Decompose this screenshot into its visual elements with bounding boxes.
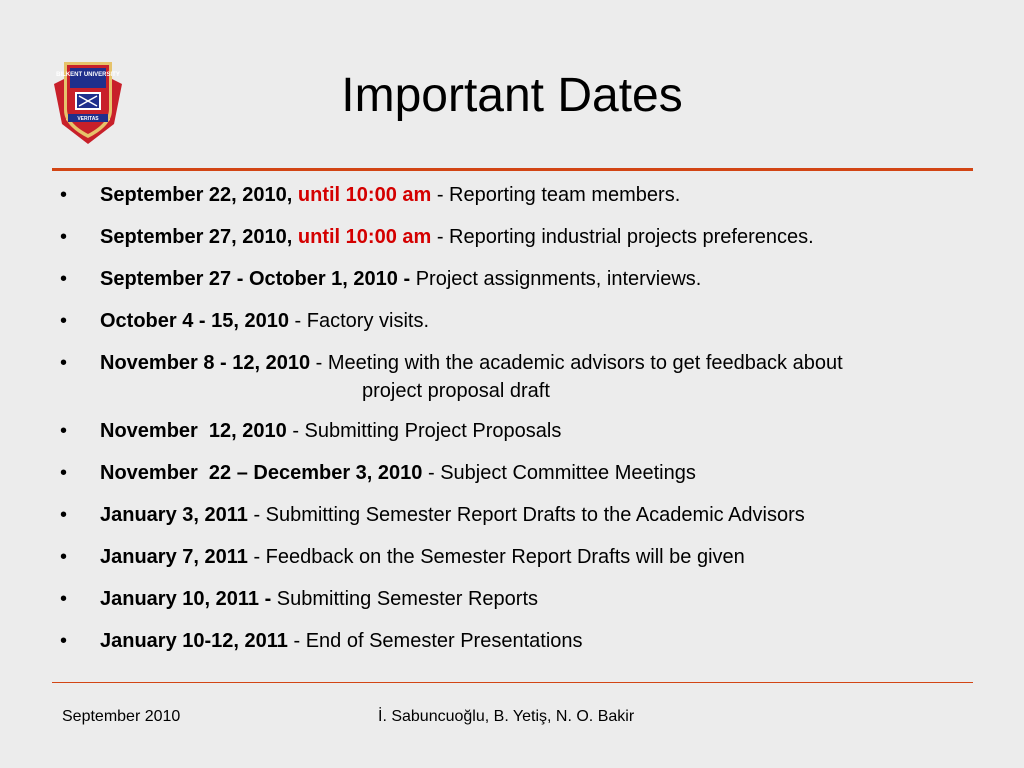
date-item <box>60 584 1000 614</box>
date-text: September 27, 2010, <box>100 226 293 248</box>
date-item <box>60 222 1000 252</box>
date-text: January 7, 2011 <box>100 546 248 568</box>
date-text: January 10-12, 2011 <box>100 630 288 652</box>
event-description: - Submitting Semester Report Drafts to the Academic Advisors <box>247 504 805 526</box>
date-item <box>60 180 1000 210</box>
footer-date: September 2010 <box>62 708 181 725</box>
bullet-icon: • <box>60 310 68 332</box>
date-text: November 12, 2010 <box>100 420 287 442</box>
date-item <box>60 542 1000 572</box>
event-description: Project assignments, interviews. <box>410 268 702 290</box>
slide-title: Important Dates <box>341 69 683 122</box>
date-item <box>60 264 1000 294</box>
date-item <box>60 626 1000 656</box>
date-text: January 10, 2011 - <box>100 588 272 610</box>
date-text: September 27 - October 1, 2010 - <box>100 268 411 290</box>
bullet-icon: • <box>60 546 68 568</box>
date-text: November 8 - 12, 2010 <box>100 352 311 374</box>
event-description: Submitting Semester Reports <box>271 588 539 610</box>
date-item <box>60 500 1000 530</box>
title-divider <box>52 168 973 171</box>
bullet-icon: • <box>60 352 68 374</box>
date-item <box>60 416 1000 446</box>
event-description: - Subject Committee Meetings <box>422 462 696 484</box>
event-description: - Reporting industrial projects preferences. <box>431 226 814 248</box>
date-item <box>60 458 1000 488</box>
event-description-continued: project proposal draft <box>362 380 550 402</box>
footer-authors: İ. Sabuncuoğlu, B. Yetiş, N. O. Bakir <box>378 708 635 725</box>
deadline-time: until 10:00 am <box>292 226 432 248</box>
bullet-icon: • <box>60 588 68 610</box>
logo-banner-text: VERITAS <box>77 116 99 122</box>
bullet-icon: • <box>60 420 68 442</box>
bullet-icon: • <box>60 504 68 526</box>
event-description: - Meeting with the academic advisors to get feedback about <box>310 352 843 374</box>
bullet-icon: • <box>60 184 68 206</box>
logo-text: BILKENT UNIVERSITY <box>56 72 120 78</box>
bullet-icon: • <box>60 462 68 484</box>
event-description: - Submitting Project Proposals <box>286 420 562 442</box>
date-text: January 3, 2011 <box>100 504 248 526</box>
event-description: - Feedback on the Semester Report Drafts will be given <box>247 546 745 568</box>
date-text: September 22, 2010, <box>100 184 293 206</box>
bullet-icon: • <box>60 226 68 248</box>
footer-divider <box>52 682 973 683</box>
bullet-icon: • <box>60 630 68 652</box>
date-text: November 22 – December 3, 2010 <box>100 462 423 484</box>
deadline-time: until 10:00 am <box>292 184 432 206</box>
event-description: - Factory visits. <box>288 310 429 332</box>
date-item <box>60 306 1000 336</box>
bullet-icon: • <box>60 268 68 290</box>
event-description: - Reporting team members. <box>431 184 681 206</box>
event-description: - End of Semester Presentations <box>287 630 583 652</box>
date-text: October 4 - 15, 2010 <box>100 310 289 332</box>
date-item <box>60 348 1000 404</box>
dates-list <box>60 180 1000 668</box>
